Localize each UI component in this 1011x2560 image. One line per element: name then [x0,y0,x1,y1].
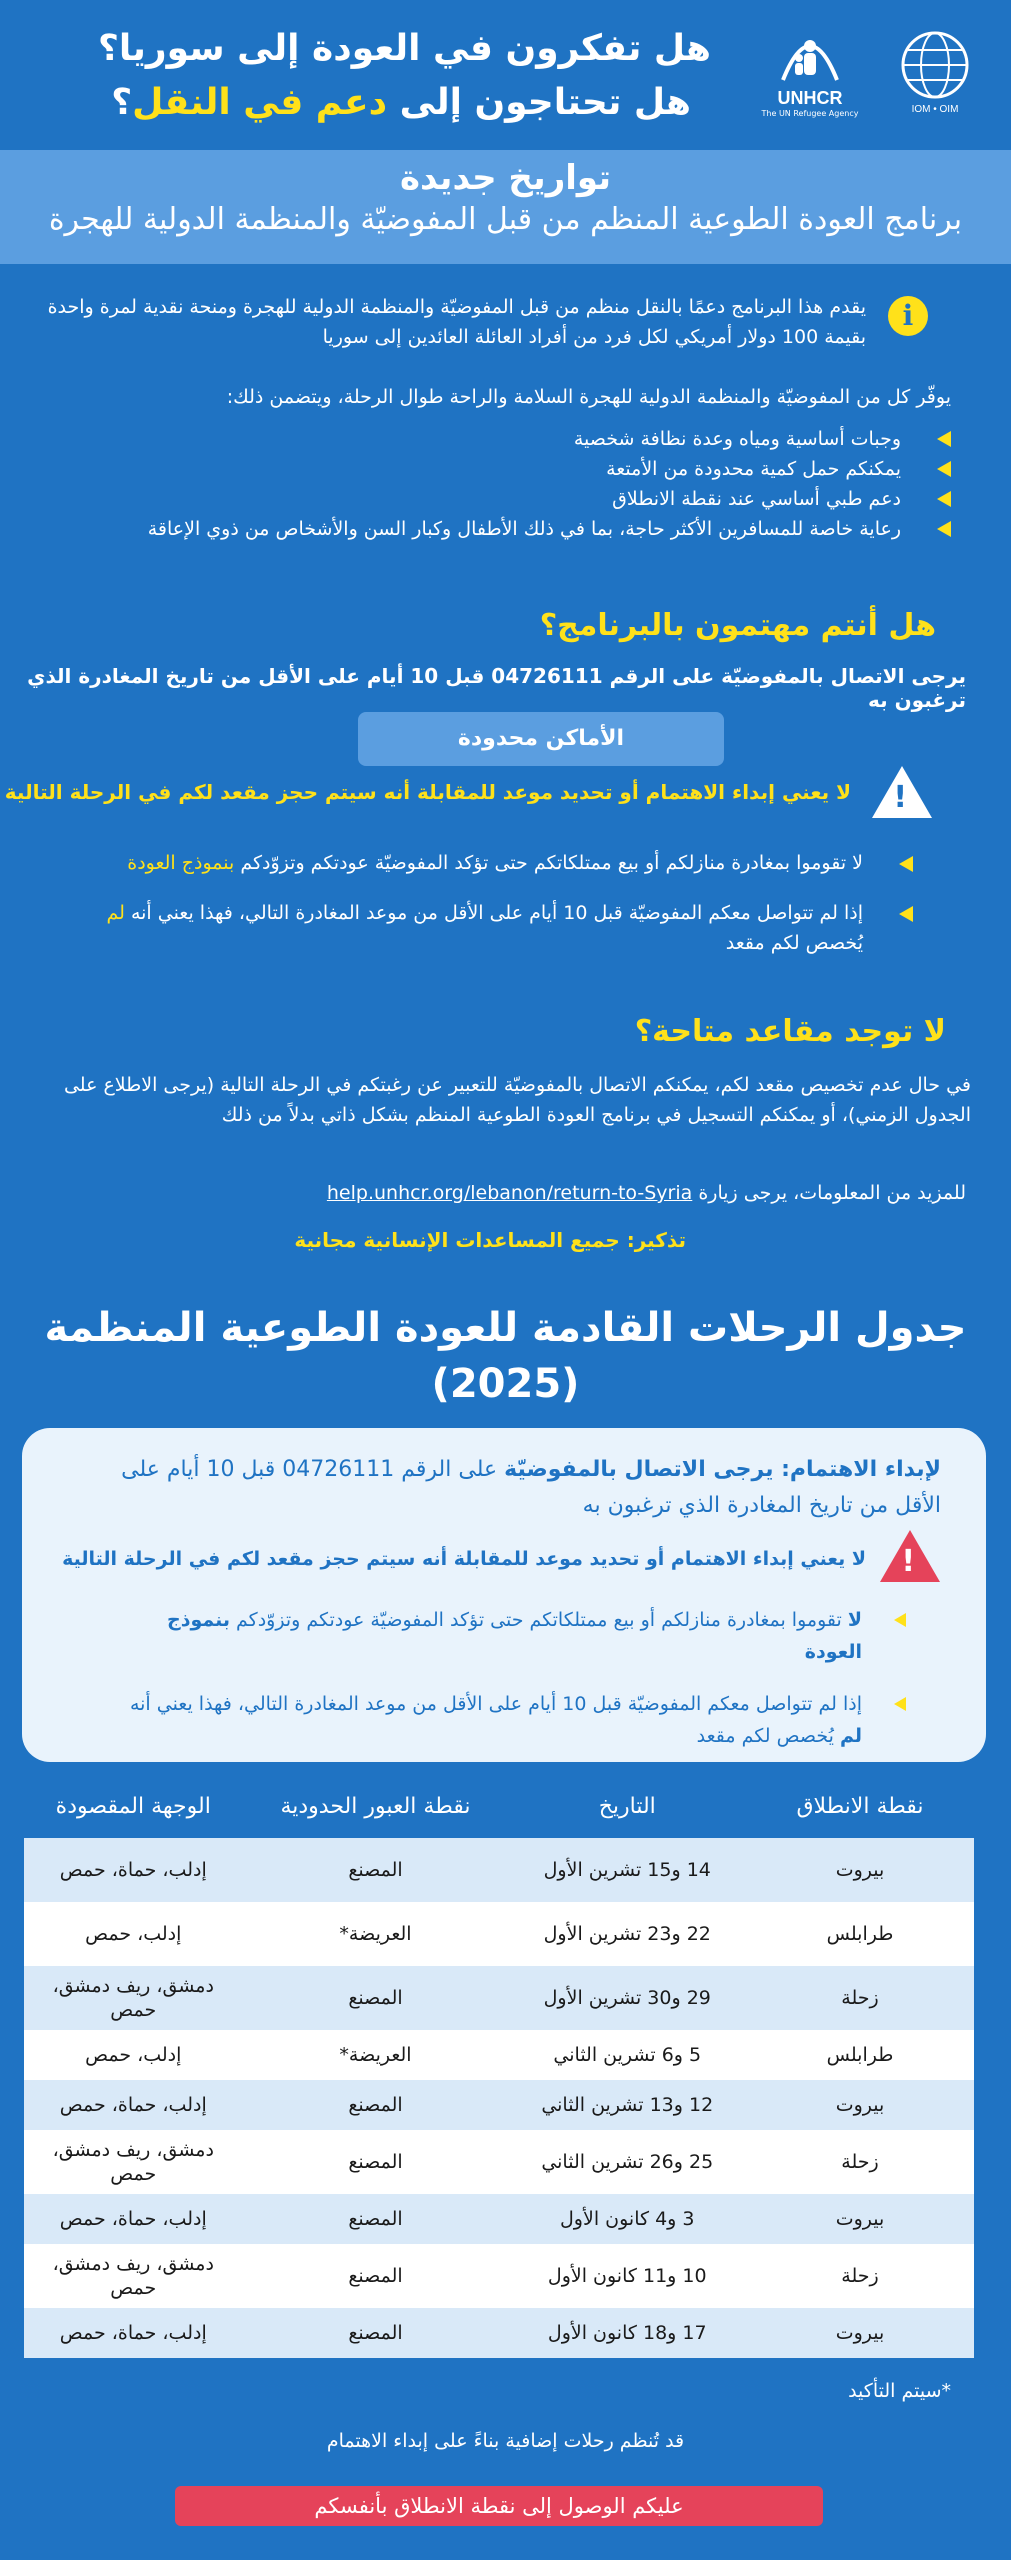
reminder-text: تذكير: جميع المساعدات الإنسانية مجانية [294,1228,686,1252]
cell-date: 14 و15 تشرين الأول [509,1838,747,1902]
cell-date: 25 و26 تشرين الثاني [509,2130,747,2194]
table-row [24,2030,974,2080]
program-info-text: يقدم هذا البرنامج دعمًا بالنقل منظم من قبل المفوضيّة والمنظمة الدولية للهجرة ومنحة نقدية لمرة واحدة بقيمة 100 دولار أمريكي لكل فرد من أفراد العائلة العائدين إلى سوريا [47,296,866,348]
bullet-arrow-icon [937,461,951,477]
confirmation-note: *سيتم التأكيد [848,2380,951,2402]
header-date: التاريخ [598,1793,656,1819]
list-item: إذا لم تتواصل معكم المفوضيّة قبل 10 أيام على الأقل من موعد المغادرة التالي، فهذا يعني أنه لم يُخصص لكم مقعد [83,898,913,958]
extra-trips-note: قد تُنظم رحلات إضافية بناءً على إبداء الاهتمام [326,2430,685,2452]
cell-departure: بيروت [746,2194,974,2244]
cell-departure: بيروت [746,2080,974,2130]
new-dates-band [0,150,1011,264]
list-item: إذا لم تتواصل معكم المفوضيّة قبل 10 أيام على الأقل من موعد المغادرة التالي، فهذا يعني أنه لم يُخصص لكم مقعد [106,1688,906,1752]
table-row [24,2130,974,2194]
iom-caption: IOM • OIM [911,104,959,115]
interest-bullets [83,848,913,958]
more-info-label: للمزيد من المعلومات، يرجى زيارة [698,1182,966,1204]
header-question-2-highlight: دعم في النقل [132,82,388,123]
schedule-heading [0,1300,1011,1412]
cell-border: المصنع [243,2130,509,2194]
cell-departure: زحلة [746,2244,974,2308]
cell-border: المصنع [243,2244,509,2308]
cell-date: 5 و6 تشرين الثاني [509,2030,747,2080]
interest-heading: هل أنتم مهتمون بالبرنامج؟ [539,608,936,643]
list-item: لا تقوموا بمغادرة منازلكم أو بيع ممتلكاتكم حتى تؤكد المفوضيّة عودتكم وتزوّدكم بنموذج العودة [83,848,913,878]
provide-text: يوفّر كل من المفوضيّة والمنظمة الدولية للهجرة السلامة والراحة طوال الرحلة، ويتضمن ذلك: [226,386,951,408]
list-item: وجبات أساسية ومياه وعدة نظافة شخصية [31,424,951,454]
cell-destination: إدلب، حماة، حمص [24,1838,243,1902]
cell-date: 17 و18 كانون الأول [509,2308,747,2358]
limited-seats-badge: الأماكن محدودة [358,712,724,766]
cell-date: 12 و13 تشرين الثاني [509,2080,747,2130]
header-departure: نقطة الانطلاق [796,1793,924,1819]
cell-border: العريضة* [243,2030,509,2080]
cell-border: العريضة* [243,1902,509,1966]
bullet-arrow-icon [894,1613,906,1627]
cell-departure: بيروت [746,2308,974,2358]
table-row [24,2308,974,2358]
cell-border: المصنع [243,2194,509,2244]
schedule-heading-line-1: جدول الرحلات القادمة للعودة الطوعية المنظمة [44,1305,967,1351]
bullet-arrow-icon [899,856,913,872]
list-item: يمكنكم حمل كمية محدودة من الأمتعة [31,454,951,484]
table-row [24,1838,974,1902]
table-row [24,2244,974,2308]
bullet-arrow-icon [937,431,951,447]
cell-departure: بيروت [746,1838,974,1902]
call-instructions: يرجى الاتصال بالمفوضيّة على الرقم 04726111 قبل 10 أيام على الأقل من تاريخ المغادرة الذي ترغبون به [27,664,966,712]
cell-destination: دمشق، ريف دمشق، حمص [24,2130,243,2194]
cell-departure: زحلة [746,1966,974,2030]
alert-icon: ! [880,1530,940,1582]
cell-border: المصنع [243,1838,509,1902]
cell-departure: طرابلس [746,2030,974,2080]
bullet-arrow-icon [899,906,913,922]
cell-departure: زحلة [746,2130,974,2194]
more-info [327,1182,966,1204]
cell-border: المصنع [243,2308,509,2358]
cell-destination: إدلب، حماة، حمص [24,2194,243,2244]
cell-destination: دمشق، ريف دمشق، حمص [24,1966,243,2030]
cell-destination: إدلب، حمص [24,1902,243,1966]
schedule-heading-line-2: (2025) [431,1361,580,1407]
header-question-1: هل تفكرون في العودة إلى سوريا؟ [98,28,711,69]
info-icon: i [888,296,928,336]
card-bullets [106,1604,906,1752]
unhcr-logo [760,22,860,118]
bullet-arrow-icon [937,521,951,537]
no-seats-text: في حال عدم تخصيص مقعد لكم، يمكنكم الاتصال بالمفوضيّة للتعبير عن رغبتكم في الرحلة التالية (يرجى الاطلاع على الجدول الزمني)، أو يمكنكم التسجيل في برنامج العودة الطوعية المنظم بشكل ذاتي بدلاً من ذلك [63,1074,971,1126]
warning-icon: ! [872,766,932,818]
table-row [24,1902,974,1966]
header-question-2 [111,82,691,123]
interest-card [22,1428,986,1762]
cell-border: المصنع [243,1966,509,2030]
header-question-2-pre: هل تحتاجون إلى [399,82,691,123]
iom-logo [890,30,980,115]
header-question-2-post: ؟ [111,82,133,123]
cell-date: 10 و11 كانون الأول [509,2244,747,2308]
list-item: رعاية خاصة للمسافرين الأكثر حاجة، بما في ذلك الأطفال وكبار السن والأشخاص من ذوي الإعاقة [31,514,951,544]
unhcr-emblem-icon [775,22,845,84]
table-row [24,1966,974,2030]
iom-globe-icon [900,30,970,100]
cell-departure: طرابلس [746,1902,974,1966]
cell-date: 3 و4 كانون الأول [509,2194,747,2244]
interest-warning: لا يعني إبداء الاهتمام أو تحديد موعد للمقابلة أنه سيتم حجز مقعد لكم في الرحلة التالية [4,780,851,804]
card-lead-rest: على الرقم 04726111 قبل 10 أيام على الأقل من تاريخ المغادرة الذي ترغبون به [121,1457,941,1518]
cell-destination: إدلب، حماة، حمص [24,2080,243,2130]
services-list [31,424,951,544]
unhcr-name: UNHCR [777,88,843,108]
list-item: دعم طبي أساسي عند نقطة الانطلاق [31,484,951,514]
cell-date: 22 و23 تشرين الأول [509,1902,747,1966]
departure-notice-banner: عليكم الوصول إلى نقطة الانطلاق بأنفسكم [175,2486,823,2526]
bullet-arrow-icon [937,491,951,507]
table-row [24,2080,974,2130]
band-title: تواريخ جديدة [399,158,612,198]
cell-date: 29 و30 تشرين الأول [509,1966,747,2030]
card-lead [81,1452,941,1524]
list-item: لا تقوموا بمغادرة منازلكم أو بيع ممتلكاتكم حتى تؤكد المفوضيّة عودتكم وتزوّدكم بنموذج العودة [106,1604,906,1668]
cell-destination: دمشق، ريف دمشق، حمص [24,2244,243,2308]
cell-border: المصنع [243,2080,509,2130]
no-seats-heading: لا توجد مقاعد متاحة؟ [634,1014,946,1049]
help-link[interactable]: help.unhcr.org/lebanon/return-to-Syria [326,1182,693,1204]
cell-destination: إدلب، حمص [24,2030,243,2080]
band-subtitle: برنامج العودة الطوعية المنظم من قبل المفوضيّة والمنظمة الدولية للهجرة [48,202,963,237]
cell-destination: إدلب، حماة، حمص [24,2308,243,2358]
table-row [24,2194,974,2244]
schedule-table [24,1774,974,2358]
unhcr-caption: The UN Refugee Agency [761,109,859,118]
card-lead-bold: لإبداء الاهتمام: يرجى الاتصال بالمفوضيّة [504,1457,941,1482]
card-warning: لا يعني إبداء الاهتمام أو تحديد موعد للمقابلة أنه سيتم حجز مقعد لكم في الرحلة التالية [62,1548,866,1570]
table-header-row [24,1774,974,1838]
header-border-crossing: نقطة العبور الحدودية [280,1793,471,1819]
header-destination: الوجهة المقصودة [55,1793,211,1819]
bullet-arrow-icon [894,1697,906,1711]
